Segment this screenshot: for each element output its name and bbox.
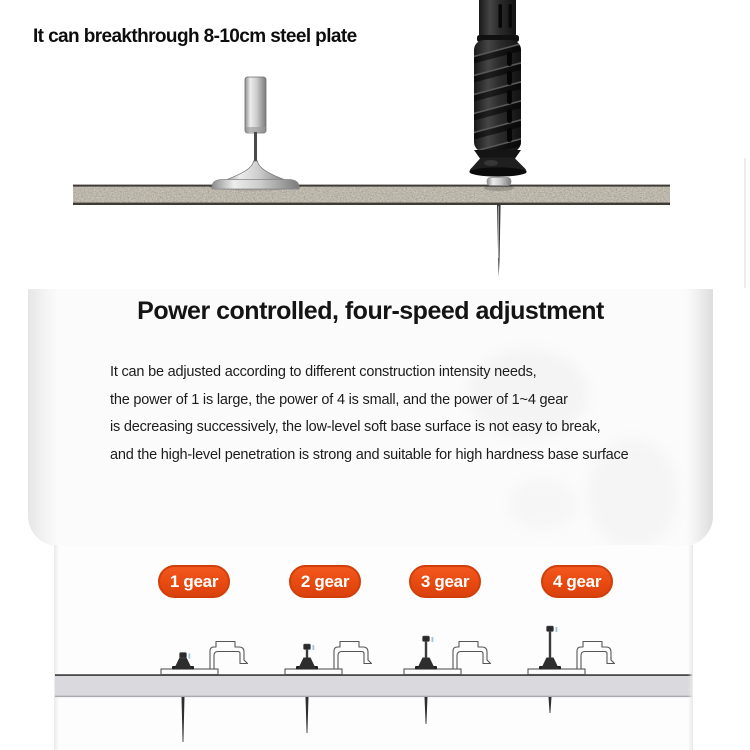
feature-description [110,359,628,469]
steel-plate-punch-illustration [0,0,750,285]
paper-smudge [508,479,578,529]
gear-badge-1: 1 gear [158,565,230,598]
steel-plate-top [73,185,670,205]
gear-badge-4: 4 gear [541,565,613,598]
steel-pin-illustration [209,77,301,191]
punch-tool-illustration [468,0,528,277]
hero-title: It can breakthrough 8-10cm steel plate [33,26,357,47]
gear4-nail-bracket [528,626,615,713]
feature-card [28,289,713,546]
description-line: It can be adjusted according to different construction intensity needs, [110,364,537,380]
scan-edge-artifact [744,158,746,288]
gear-badge-2: 2 gear [289,565,361,598]
description-line: is decreasing successively, the low-level soft base surface is not easy to break, [110,419,601,435]
feature-title: Power controlled, four-speed adjustment [137,297,604,325]
description-line: the power of 1 is large, the power of 4 is small, and the power of 1~4 gear [110,391,568,408]
gear-badge-3: 3 gear [409,565,481,598]
gear-demo-panel [55,545,692,750]
gear-depth-illustration [55,545,692,750]
card-right-edge [686,289,713,546]
card-left-edge [28,289,58,546]
steel-plate-bottom [55,674,692,697]
description-line: and the high-level penetration is strong and suitable for high hardness base surface [110,446,629,463]
